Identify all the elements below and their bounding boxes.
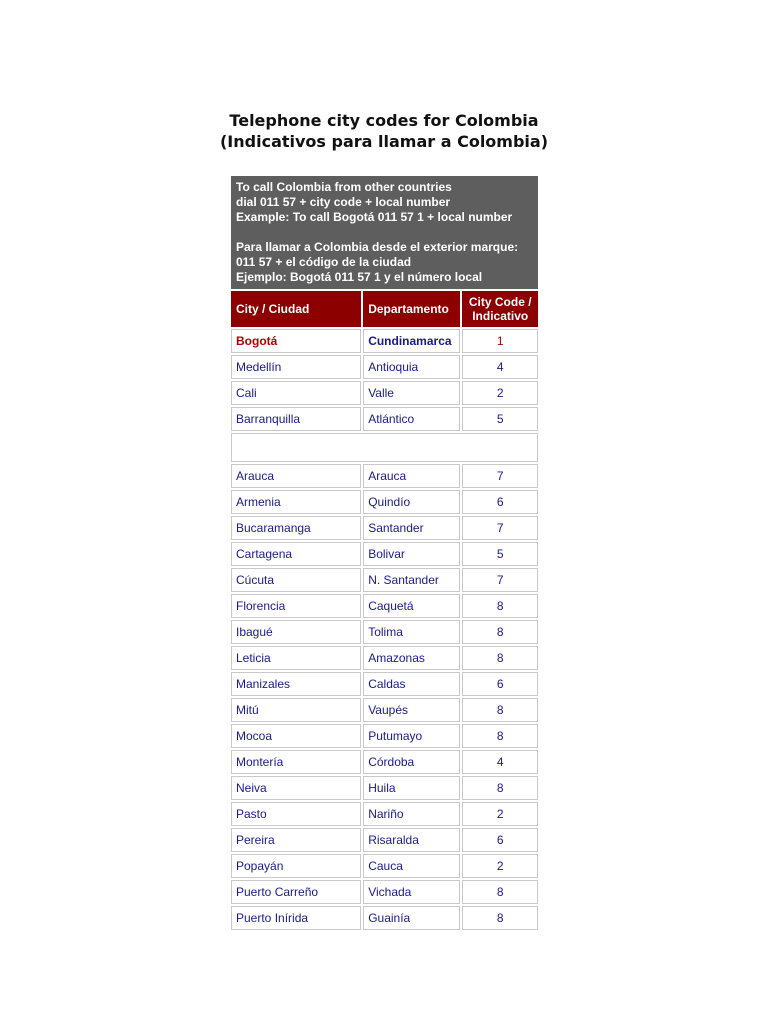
city-cell: Mocoa: [231, 724, 361, 748]
city-cell: Pasto: [231, 802, 361, 826]
city-cell: Florencia: [231, 594, 361, 618]
table-row: [231, 329, 538, 353]
department-cell: Vaupés: [363, 698, 460, 722]
header-city: City / Ciudad: [231, 291, 361, 327]
table-row: [231, 906, 538, 930]
code-cell: 8: [462, 620, 538, 644]
code-cell: 8: [462, 880, 538, 904]
department-cell: Bolivar: [363, 542, 460, 566]
city-cell: Puerto Carreño: [231, 880, 361, 904]
code-cell: 6: [462, 828, 538, 852]
city-cell: Puerto Inírida: [231, 906, 361, 930]
code-cell: 8: [462, 646, 538, 670]
code-cell: 2: [462, 381, 538, 405]
department-cell: Antioquia: [363, 355, 460, 379]
header-code-line-2: Indicativo: [472, 309, 529, 323]
code-cell: 1: [462, 329, 538, 353]
department-cell: Putumayo: [363, 724, 460, 748]
title-line-1: Telephone city codes for Colombia: [229, 111, 539, 130]
table-row: [231, 490, 538, 514]
table-row: [231, 854, 538, 878]
table-row: [231, 381, 538, 405]
department-cell: Atlántico: [363, 407, 460, 431]
page-title: [0, 110, 768, 152]
table-row: [231, 516, 538, 540]
department-cell: Cundinamarca: [363, 329, 460, 353]
city-cell: Bucaramanga: [231, 516, 361, 540]
department-cell: Vichada: [363, 880, 460, 904]
city-cell: Cúcuta: [231, 568, 361, 592]
department-cell: Arauca: [363, 464, 460, 488]
intro-es-line-1: Para llamar a Colombia desde el exterior marque:: [236, 240, 519, 254]
code-cell: 6: [462, 490, 538, 514]
city-cell: Cali: [231, 381, 361, 405]
code-cell: 8: [462, 594, 538, 618]
table-row: [231, 724, 538, 748]
intro-en-line-3: Example: To call Bogotá 011 57 1 + local number: [236, 210, 513, 224]
code-cell: 4: [462, 750, 538, 774]
city-cell: Ibagué: [231, 620, 361, 644]
intro-en-line-2: dial 011 57 + city code + local number: [236, 195, 451, 209]
intro-gap: [236, 225, 533, 240]
code-cell: 2: [462, 802, 538, 826]
department-cell: Santander: [363, 516, 460, 540]
table-row: [231, 698, 538, 722]
code-cell: 5: [462, 407, 538, 431]
spacer-cell: [231, 433, 538, 462]
table-row: [231, 568, 538, 592]
department-cell: N. Santander: [363, 568, 460, 592]
code-cell: 8: [462, 698, 538, 722]
code-cell: 5: [462, 542, 538, 566]
code-cell: 4: [462, 355, 538, 379]
table-row: [231, 750, 538, 774]
department-cell: Caquetá: [363, 594, 460, 618]
department-cell: Huila: [363, 776, 460, 800]
table-row: [231, 776, 538, 800]
department-cell: Guainía: [363, 906, 460, 930]
header-code-line-1: City Code /: [468, 295, 532, 309]
table-row: [231, 646, 538, 670]
intro-es-line-2: 011 57 + el código de la ciudad: [236, 255, 412, 269]
department-cell: Valle: [363, 381, 460, 405]
department-cell: Amazonas: [363, 646, 460, 670]
city-cell: Cartagena: [231, 542, 361, 566]
city-cell: Leticia: [231, 646, 361, 670]
city-cell: Bogotá: [231, 329, 361, 353]
table-row: [231, 355, 538, 379]
intro-en-line-1: To call Colombia from other countries: [236, 180, 452, 194]
city-cell: Popayán: [231, 854, 361, 878]
code-cell: 8: [462, 906, 538, 930]
table-row: [231, 620, 538, 644]
city-cell: Neiva: [231, 776, 361, 800]
code-cell: 6: [462, 672, 538, 696]
code-cell: 7: [462, 568, 538, 592]
table-row: [231, 464, 538, 488]
intro-row: [231, 176, 538, 289]
code-cell: 8: [462, 724, 538, 748]
code-cell: 2: [462, 854, 538, 878]
table-row: [231, 407, 538, 431]
header-department: Departamento: [363, 291, 460, 327]
intro-text: [231, 176, 538, 289]
city-cell: Montería: [231, 750, 361, 774]
title-line-2: (Indicativos para llamar a Colombia): [219, 132, 549, 151]
department-cell: Quindío: [363, 490, 460, 514]
department-cell: Tolima: [363, 620, 460, 644]
city-cell: Manizales: [231, 672, 361, 696]
table-row: [231, 880, 538, 904]
intro-es-line-3: Ejemplo: Bogotá 011 57 1 y el número local: [236, 270, 483, 284]
department-cell: Nariño: [363, 802, 460, 826]
department-cell: Córdoba: [363, 750, 460, 774]
table-row: [231, 542, 538, 566]
code-cell: 7: [462, 464, 538, 488]
city-cell: Armenia: [231, 490, 361, 514]
city-cell: Mitú: [231, 698, 361, 722]
department-cell: Cauca: [363, 854, 460, 878]
city-cell: Barranquilla: [231, 407, 361, 431]
city-cell: Medellín: [231, 355, 361, 379]
city-cell: Arauca: [231, 464, 361, 488]
city-cell: Pereira: [231, 828, 361, 852]
spacer-row: [231, 433, 538, 462]
code-cell: 7: [462, 516, 538, 540]
code-cell: 8: [462, 776, 538, 800]
table-row: [231, 828, 538, 852]
table-row: [231, 672, 538, 696]
department-cell: Risaralda: [363, 828, 460, 852]
city-codes-table: [229, 174, 540, 932]
table-row: [231, 594, 538, 618]
table-row: [231, 802, 538, 826]
header-row: [231, 291, 538, 327]
header-code: [462, 291, 538, 327]
department-cell: Caldas: [363, 672, 460, 696]
